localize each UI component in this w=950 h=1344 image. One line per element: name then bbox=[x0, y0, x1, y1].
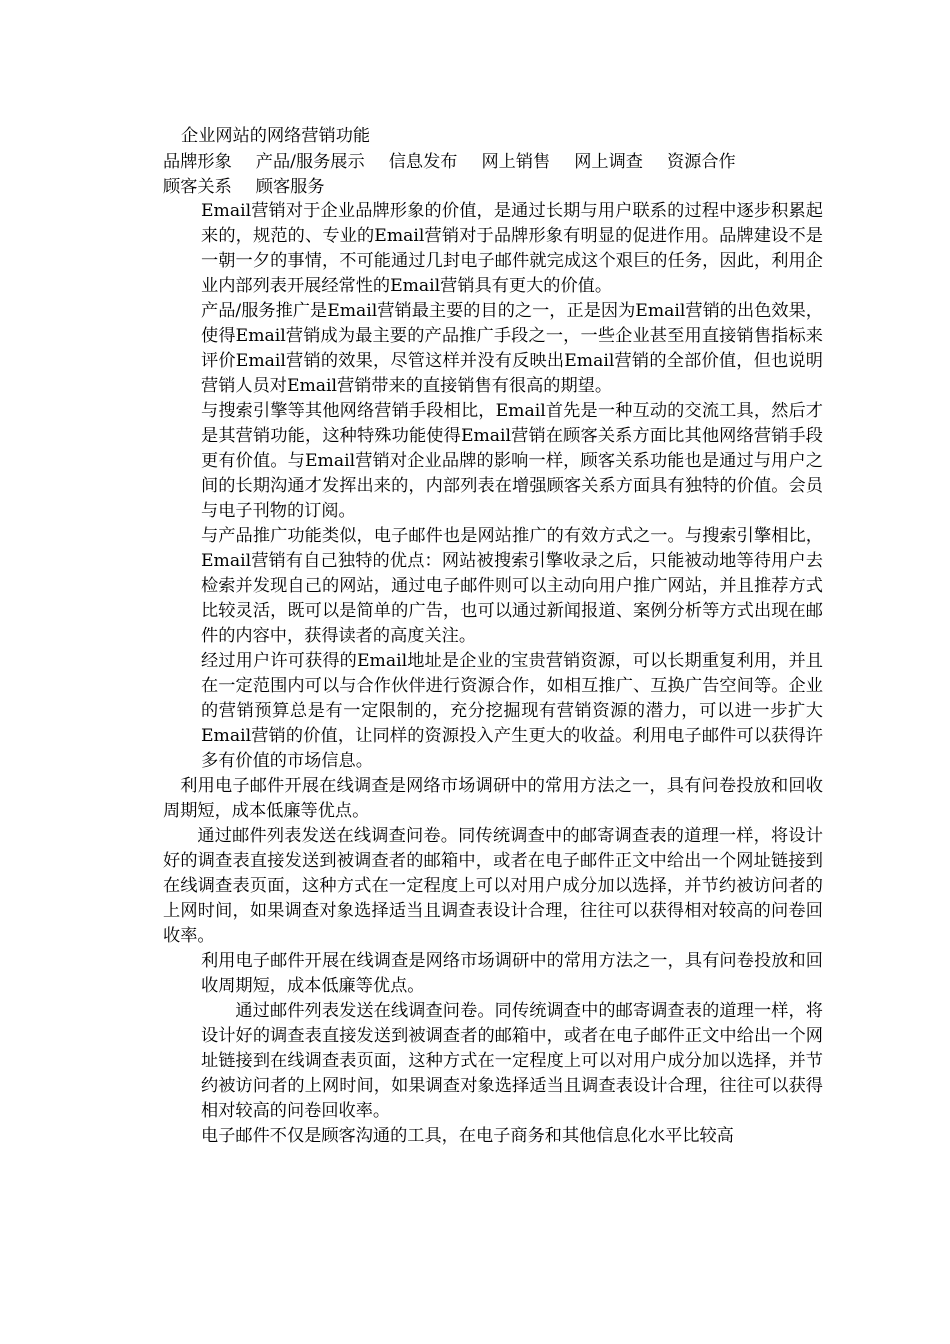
bullet-item bbox=[163, 299, 823, 399]
bullet-item bbox=[163, 199, 823, 299]
function-item: 信息发布 bbox=[388, 152, 458, 172]
bullet-text: 与产品推广功能类似，电子邮件也是网站推广的有效方式之一。与搜索引擎相比，Email营销有自己独特的优点：网站被搜索引擎收录之后，只能被动地等待用户去检索并发现自己的网站，通过电子邮件则可以主动向用户推广网站，并且推荐方式比较灵活，既可以是简单的广告，也可以通过新闻报道、案例分析等方式出现在邮件的内容中，获得读者的高度关注。 bbox=[201, 526, 823, 646]
bullet-item bbox=[163, 1124, 823, 1149]
bullet-item bbox=[163, 524, 823, 649]
bullet-text: 利用电子邮件开展在线调查是网络市场调研中的常用方法之一，具有问卷投放和回收周期短，成本低廉等优点。 bbox=[201, 951, 823, 996]
bullet-text: 与搜索引擎等其他网络营销手段相比，Email首先是一种互动的交流工具，然后才是其营销功能，这种特殊功能使得Email营销在顾客关系方面比其他网络营销手段更有价值。与Email营销对企业品牌的影响一样，顾客关系功能也是通过与用户之间的长期沟通才发挥出来的，内部列表在增强顾客关系方面具有独特的价值。会员与电子刊物的订阅。 bbox=[201, 401, 823, 521]
body-paragraph: 通过邮件列表发送在线调查问卷。同传统调查中的邮寄调查表的道理一样，将设计好的调查表直接发送到被调查者的邮箱中，或者在电子邮件正文中给出一个网址链接到在线调查表页面，这种方式在一定程度上可以对用户成分加以选择，并节约被访问者的上网时间，如果调查对象选择适当且调查表设计合理，往往可以获得相对较高的问卷回收率。 bbox=[163, 826, 823, 946]
bullet-subparagraph: 通过邮件列表发送在线调查问卷。同传统调查中的邮寄调查表的道理一样，将设计好的调查表直接发送到被调查者的邮箱中，或者在电子邮件正文中给出一个网址链接到在线调查表页面，这种方式在一定程度上可以对用户成分加以选择，并节约被访问者的上网时间，如果调查对象选择适当且调查表设计合理，往往可以获得相对较高的问卷回收率。 bbox=[201, 1001, 823, 1121]
bullet-text: 经过用户许可获得的Email地址是企业的宝贵营销资源，可以长期重复利用，并且在一定范围内可以与合作伙伴进行资源合作，如相互推广、互换广告空间等。企业的营销预算总是有一定限制的，充分挖掘现有营销资源的潜力，可以进一步扩大Email营销的价值，让同样的资源投入产生更大的收益。利用电子邮件可以获得许多有价值的市场信息。 bbox=[201, 651, 823, 771]
bullet-item bbox=[163, 649, 823, 774]
function-item: 产品/服务展示 bbox=[255, 152, 365, 172]
body-paragraph: 利用电子邮件开展在线调查是网络市场调研中的常用方法之一，具有问卷投放和回收周期短，成本低廉等优点。 bbox=[163, 776, 823, 821]
bullet-item bbox=[163, 399, 823, 524]
function-row-1 bbox=[163, 150, 803, 175]
function-item: 顾客服务 bbox=[255, 177, 325, 197]
function-row-2 bbox=[163, 175, 803, 200]
bullet-text: 产品/服务推广是Email营销最主要的目的之一，正是因为Email营销的出色效果，使得Email营销成为最主要的产品推广手段之一，一些企业甚至用直接销售指标来评价Email营销的效果，尽管这样并没有反映出Email营销的全部价值，但也说明营销人员对Email营销带来的直接销售有很高的期望。 bbox=[201, 301, 823, 396]
bullet-text: Email营销对于企业品牌形象的价值，是通过长期与用户联系的过程中逐步积累起来的，规范的、专业的Email营销对于品牌形象有明显的促进作用。品牌建设不是一朝一夕的事情，不可能通过几封电子邮件就完成这个艰巨的任务，因此，利用企业内部列表开展经常性的Email营销具有更大的价值。 bbox=[201, 201, 823, 296]
function-item: 网上销售 bbox=[481, 152, 551, 172]
bullet-item bbox=[163, 949, 823, 1124]
bullet-text: 电子邮件不仅是顾客沟通的工具，在电子商务和其他信息化水平比较高 bbox=[201, 1126, 734, 1146]
function-item: 资源合作 bbox=[666, 152, 736, 172]
bullet-list bbox=[163, 199, 823, 1149]
function-item: 品牌形象 bbox=[163, 152, 232, 172]
function-item: 顾客关系 bbox=[163, 177, 232, 197]
function-item: 网上调查 bbox=[574, 152, 643, 172]
section-heading: 企业网站的网络营销功能 bbox=[181, 126, 371, 146]
function-list bbox=[163, 150, 803, 200]
